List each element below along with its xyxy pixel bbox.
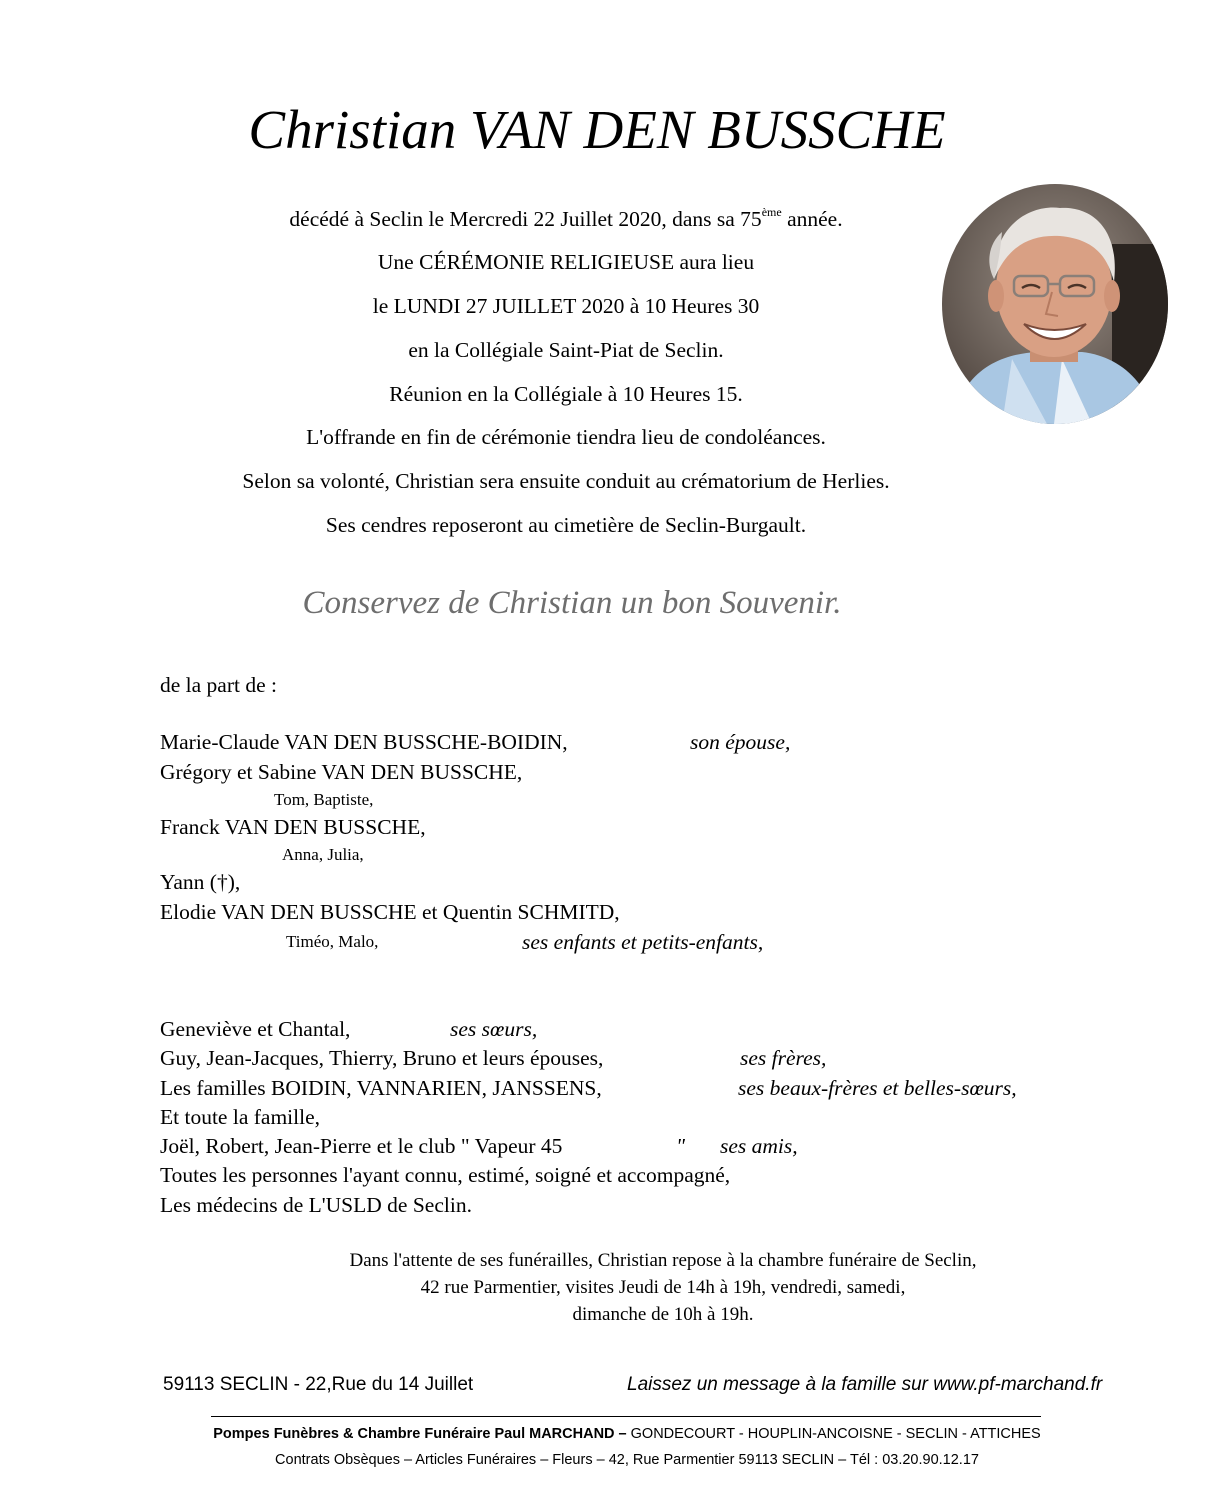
spouse-name: Marie-Claude VAN DEN BUSSCHE-BOIDIN, [160,730,568,754]
friends-role: ses amis, [720,1134,798,1158]
ordinal-suffix: ème [761,205,782,219]
page-title: Christian VAN DEN BUSSCHE [248,99,946,160]
whole-family: Et toute la famille, [160,1105,321,1129]
children-role: ses enfants et petits-enfants, [522,930,764,954]
sisters-names: Geneviève et Chantal, [160,1017,351,1041]
grandchildren-names: Tom, Baptiste, [274,790,374,809]
footer-divider [211,1416,1041,1417]
funeral-home-line: Dans l'attente de ses funérailles, Christian repose à la chambre funéraire de Seclin, [349,1250,977,1271]
friends-names: Joël, Robert, Jean-Pierre et le club " Vapeur 45 [160,1134,563,1158]
meeting-line: Réunion en la Collégiale à 10 Heures 15. [389,382,743,406]
spouse-role: son épouse, [690,730,791,754]
inlaws-names: Les familles BOIDIN, VANNARIEN, JANSSENS, [160,1076,602,1100]
services-line: Contrats Obsèques – Articles Funéraires – Fleurs – 42, Rue Parmentier 59113 SECLIN – Tél : 03.20.90.12.17 [275,1452,979,1468]
grandchildren-names: Anna, Julia, [282,845,364,864]
crematorium-line: Selon sa volonté, Christian sera ensuite conduit au crématorium de Herlies. [242,469,890,493]
souvenir-phrase: Conservez de Christian un bon Souvenir. [302,585,842,621]
company-places: GONDECOURT - HOUPLIN-ANCOISNE - SECLIN - ATTICHES [626,1426,1041,1442]
funeral-home-line: 42 rue Parmentier, visites Jeudi de 14h à 19h, vendredi, samedi, [420,1277,906,1298]
ceremony-line: Une CÉRÉMONIE RELIGIEUSE aura lieu [377,250,755,274]
friends-quote: " [676,1134,686,1158]
child-name: Yann (†), [160,870,241,894]
sisters-role: ses sœurs, [450,1017,538,1041]
company-name: Pompes Funèbres & Chambre Funéraire Paul MARCHAND – [213,1426,627,1442]
child-name: Elodie VAN DEN BUSSCHE et Quentin SCHMITD, [160,900,620,924]
child-name: Franck VAN DEN BUSSCHE, [160,815,426,839]
death-notice-line: décédé à Seclin le Mercredi 22 Juillet 2020, dans sa 75ème année. [289,205,843,231]
offering-line: L'offrande en fin de cérémonie tiendra lieu de condoléances. [306,425,826,449]
portrait-photo [942,184,1168,424]
ashes-line: Ses cendres reposeront au cimetière de Seclin-Burgault. [325,513,807,537]
doctors-line: Les médecins de L'USLD de Seclin. [160,1193,472,1217]
ceremony-place-line: en la Collégiale Saint-Piat de Seclin. [408,338,724,362]
footer-message: Laissez un message à la famille sur www.pf-marchand.fr [627,1374,1103,1395]
from-label: de la part de : [160,673,278,697]
acquaintances-line: Toutes les personnes l'ayant connu, estimé, soigné et accompagné, [160,1163,731,1187]
inlaws-role: ses beaux-frères et belles-sœurs, [738,1076,1017,1100]
company-line [0,1426,1214,1442]
footer-address: 59113 SECLIN - 22,Rue du 14 Juillet [163,1374,474,1395]
grandchildren-names: Timéo, Malo, [286,932,379,951]
ceremony-date-line: le LUNDI 27 JUILLET 2020 à 10 Heures 30 [372,294,760,318]
brothers-role: ses frères, [740,1046,827,1070]
brothers-names: Guy, Jean-Jacques, Thierry, Bruno et leurs épouses, [160,1046,604,1070]
child-name: Grégory et Sabine VAN DEN BUSSCHE, [160,760,523,784]
funeral-home-line: dimanche de 10h à 19h. [572,1304,754,1325]
portrait-illustration [942,184,1168,424]
